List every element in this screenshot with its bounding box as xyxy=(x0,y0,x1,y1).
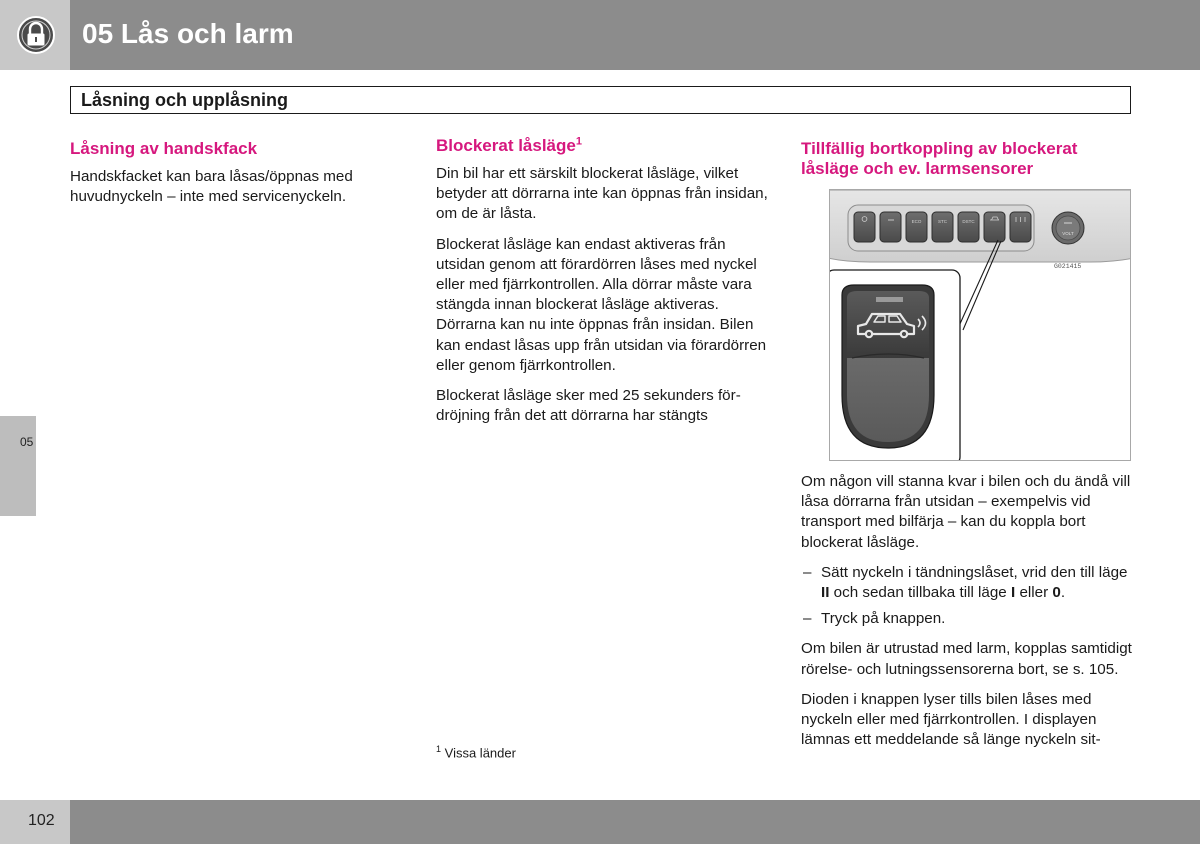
figure-code: G021415 xyxy=(1054,263,1082,270)
list-item-text-pre: Sätt nyckeln i tändningslåset, vrid den till läge xyxy=(821,563,1128,581)
list-item-text-mid1: och sedan tillbaka till läge xyxy=(829,584,1011,602)
paragraph-disconnect-1: Om någon vill stanna kvar i bilen och du ändå vill låsa dörrarna från utsidan – exempelvis vid transport med bilfärja – kan du koppla bort blockerat låsläge. xyxy=(801,473,1131,551)
section-box xyxy=(70,86,1131,114)
section-title: Låsning och upplåsning xyxy=(81,90,288,110)
panel-button-stc-label: STC xyxy=(938,219,947,224)
page-number: 102 xyxy=(28,812,55,829)
instruction-list xyxy=(801,563,1135,630)
heading-deadlock xyxy=(436,136,771,156)
list-item-text-mid2: eller xyxy=(1015,584,1053,602)
heading-deadlock-text: Blockerat låsläge xyxy=(436,136,576,155)
heading-glovebox: Låsning av handskfack xyxy=(70,139,258,158)
chapter-side-tab xyxy=(0,416,36,516)
illustration-deadlock-button xyxy=(829,189,1131,461)
ignition-position-ii: II xyxy=(821,584,830,602)
paragraph-deadlock-3: Blockerat låsläge sker med 25 sekunders fördröjning från det att dörrarna har stängts xyxy=(436,387,741,425)
list-dash: – xyxy=(803,610,812,628)
footnote xyxy=(436,744,516,760)
paragraph-glovebox: Handskfacket kan bara låsas/öppnas med huvudnyckeln – inte med servicenyckeln. xyxy=(70,168,353,206)
list-item-text: Tryck på knappen. xyxy=(821,610,946,628)
column-deadlock xyxy=(436,136,771,436)
footnote-marker: 1 xyxy=(436,744,442,754)
footer-bar xyxy=(0,800,1200,844)
knob-label: VOLT xyxy=(1062,231,1074,236)
list-item xyxy=(801,563,1135,603)
column-disconnect-heading xyxy=(801,139,1131,187)
footnote-text: Vissa länder xyxy=(444,745,516,761)
chapter-title: 05 Lås och larm xyxy=(82,18,294,49)
list-item xyxy=(801,609,1135,629)
list-dash: – xyxy=(803,563,812,581)
paragraph-deadlock-1: Din bil har ett särskilt blockerat låsläge, vilket betyder att dörrarna inte kan öppnas från insidan, om de är låsta. xyxy=(436,165,768,223)
list-item-text-post: . xyxy=(1060,584,1066,602)
panel-button-dstc-label: DSTC xyxy=(962,219,975,224)
panel-buttons xyxy=(854,212,1031,242)
column-glovebox xyxy=(70,139,390,217)
heading-deadlock-footnote-ref: 1 xyxy=(575,135,582,148)
heading-disconnect: Tillfällig bortkoppling av blockerat låsläge och ev. larmsensorer xyxy=(801,139,1078,178)
paragraph-disconnect-2: Om bilen är utrustad med larm, kopplas samtidigt rörelse- och lutningssensorerna bort, se s. 105. xyxy=(801,640,1132,678)
column-disconnect xyxy=(801,472,1135,760)
illustration-drawing xyxy=(830,190,1131,461)
ignition-position-i: I xyxy=(1010,584,1016,602)
chapter-side-tab-label: 05 xyxy=(20,435,34,449)
ignition-position-0: 0 xyxy=(1052,584,1061,602)
paragraph-disconnect-3: Dioden i knappen lyser tills bilen låses med nyckeln eller med fjärrkontrollen. I displayen lämnas ett meddelande så länge nyckeln sit- xyxy=(801,690,1101,749)
lock-icon xyxy=(16,15,56,55)
deadlock-button-large xyxy=(842,285,934,448)
paragraph-deadlock-2: Blockerat låsläge kan endast aktiveras från utsidan genom att förardörren låses med nyckel eller med fjärrkontrollen. Alla dörrar måste vara stängda innan blockerat låsläge aktiveras. Dörrarna kan nu inte öppnas från insidan. Bilen kan endast låsas upp från utsidan via förardörren eller genom fjärrkontrollen. xyxy=(436,235,767,374)
panel-button-eco-label: ECO xyxy=(911,219,922,224)
